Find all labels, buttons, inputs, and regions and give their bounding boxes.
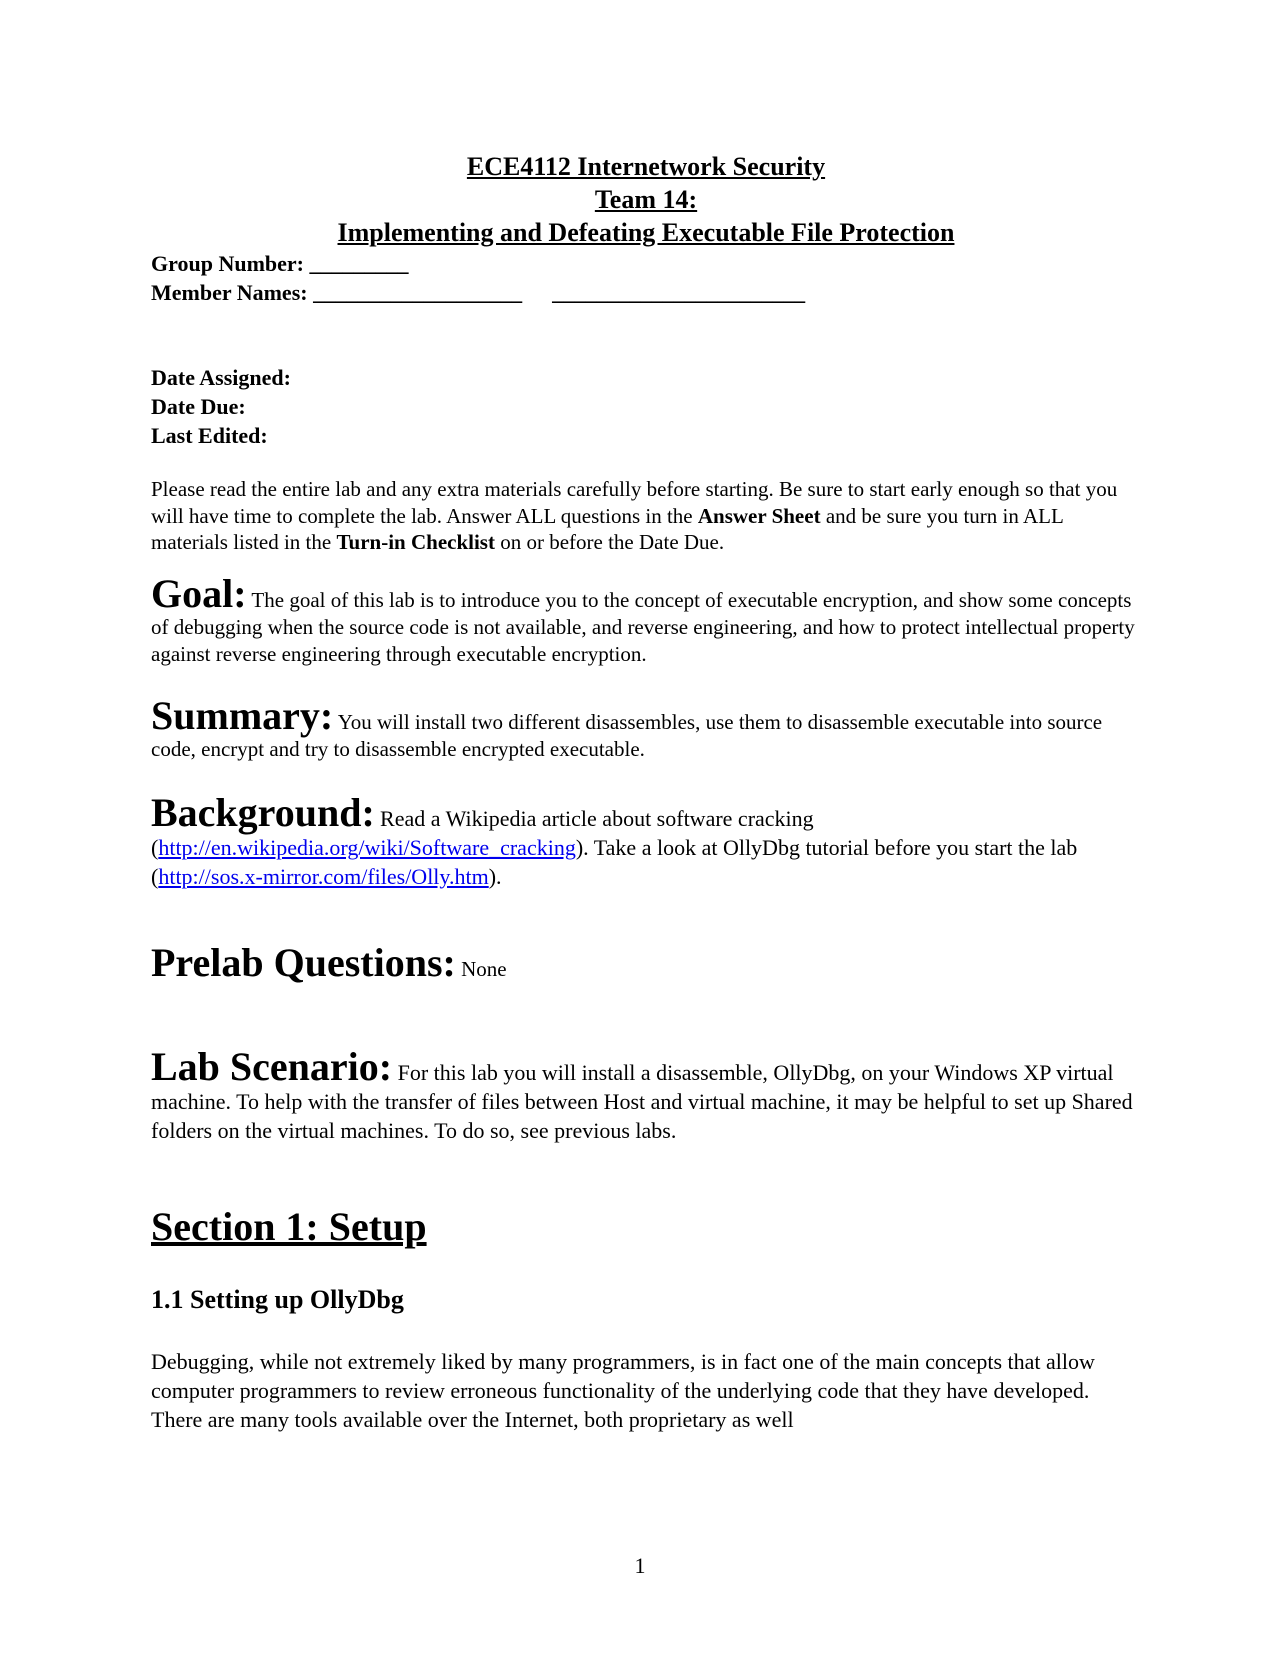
- prelab-text: None: [461, 956, 507, 981]
- debugging-paragraph: Debugging, while not extremely liked by many programmers, is in fact one of the main concepts that allow computer programmers to review erroneous functionality of the underlying code that they have developed. There are many tools available over the Internet, both proprietary as well: [151, 1348, 1095, 1432]
- lab-scenario-heading: Lab Scenario:: [151, 1043, 393, 1089]
- title-lab-name: Implementing and Defeating Executable File Protection: [337, 218, 955, 247]
- document-title: [151, 150, 1141, 249]
- date-assigned: Date Assigned:: [151, 365, 291, 390]
- answer-sheet-emphasis: Answer Sheet: [697, 503, 821, 528]
- member-names-blank-2: _______________________: [552, 280, 806, 305]
- prelab-section: [151, 939, 1141, 985]
- page-number: 1: [634, 1553, 646, 1578]
- section1-heading: Section 1: Setup: [151, 1203, 427, 1249]
- subsection-1-1-heading: 1.1 Setting up OllyDbg: [151, 1284, 404, 1314]
- prelab-heading: Prelab Questions:: [151, 939, 456, 985]
- group-number-field: [151, 249, 1141, 278]
- turn-in-checklist-emphasis: Turn-in Checklist: [336, 530, 495, 554]
- goal-heading: Goal:: [151, 570, 247, 616]
- background-text-1: Read a Wikipedia article about software cracking (: [151, 805, 814, 860]
- intro-text-3: on or before the Date Due.: [494, 530, 725, 554]
- wikipedia-link[interactable]: http://en.wikipedia.org/wiki/Software_cracking: [158, 834, 576, 860]
- page-content: [151, 150, 1141, 1434]
- goal-section: [151, 570, 1141, 668]
- intro-text-2: and be sure you turn in ALL materials listed in the: [151, 503, 1064, 554]
- date-due: Date Due:: [151, 394, 246, 419]
- title-course: ECE4112 Internetwork Security: [466, 152, 826, 181]
- background-heading: Background:: [151, 789, 375, 835]
- lab-scenario-text: For this lab you will install a disassemble, OllyDbg, on your Windows XP virtual machine. To help with the transfer of files between Host and virtual machine, it may be helpful to set up Shared folders on the virtual machines. To do so, see previous labs.: [151, 1059, 1133, 1143]
- member-names-field: [151, 278, 1141, 307]
- intro-paragraph: [151, 476, 1141, 556]
- dates-block: [151, 363, 1141, 450]
- group-number-blank: _________: [309, 251, 409, 276]
- summary-text: You will install two different disassembles, use them to disassemble executable into source code, encrypt and try to disassemble encrypted executable.: [151, 709, 1103, 761]
- lab-scenario-section: [151, 1043, 1141, 1145]
- summary-section: [151, 692, 1141, 763]
- title-team: Team 14:: [594, 185, 698, 214]
- ollydbg-tutorial-link[interactable]: http://sos.x-mirror.com/files/Olly.htm: [158, 863, 489, 889]
- intro-text-1: Please read the entire lab and any extra materials carefully before starting. Be sure to start early enough so that you will have time to complete the lab. Answer ALL questions in the: [151, 477, 1118, 528]
- group-number-label: Group Number:: [151, 251, 304, 276]
- background-section: [151, 789, 1141, 891]
- goal-text: The goal of this lab is to introduce you to the concept of executable encryption, and show some concepts of debugging when the source code is not available, and reverse engineering, and how to protect intellectual property against reverse engineering through executable encryption.: [151, 587, 1135, 666]
- last-edited: Last Edited:: [151, 423, 268, 448]
- member-names-label: Member Names:: [151, 280, 308, 305]
- summary-heading: Summary:: [151, 692, 334, 738]
- member-names-blank-1: ___________________: [313, 280, 523, 305]
- background-text-2: ). Take a look at OllyDbg tutorial before you start the lab (: [151, 834, 1078, 889]
- background-text-3: ).: [488, 863, 502, 889]
